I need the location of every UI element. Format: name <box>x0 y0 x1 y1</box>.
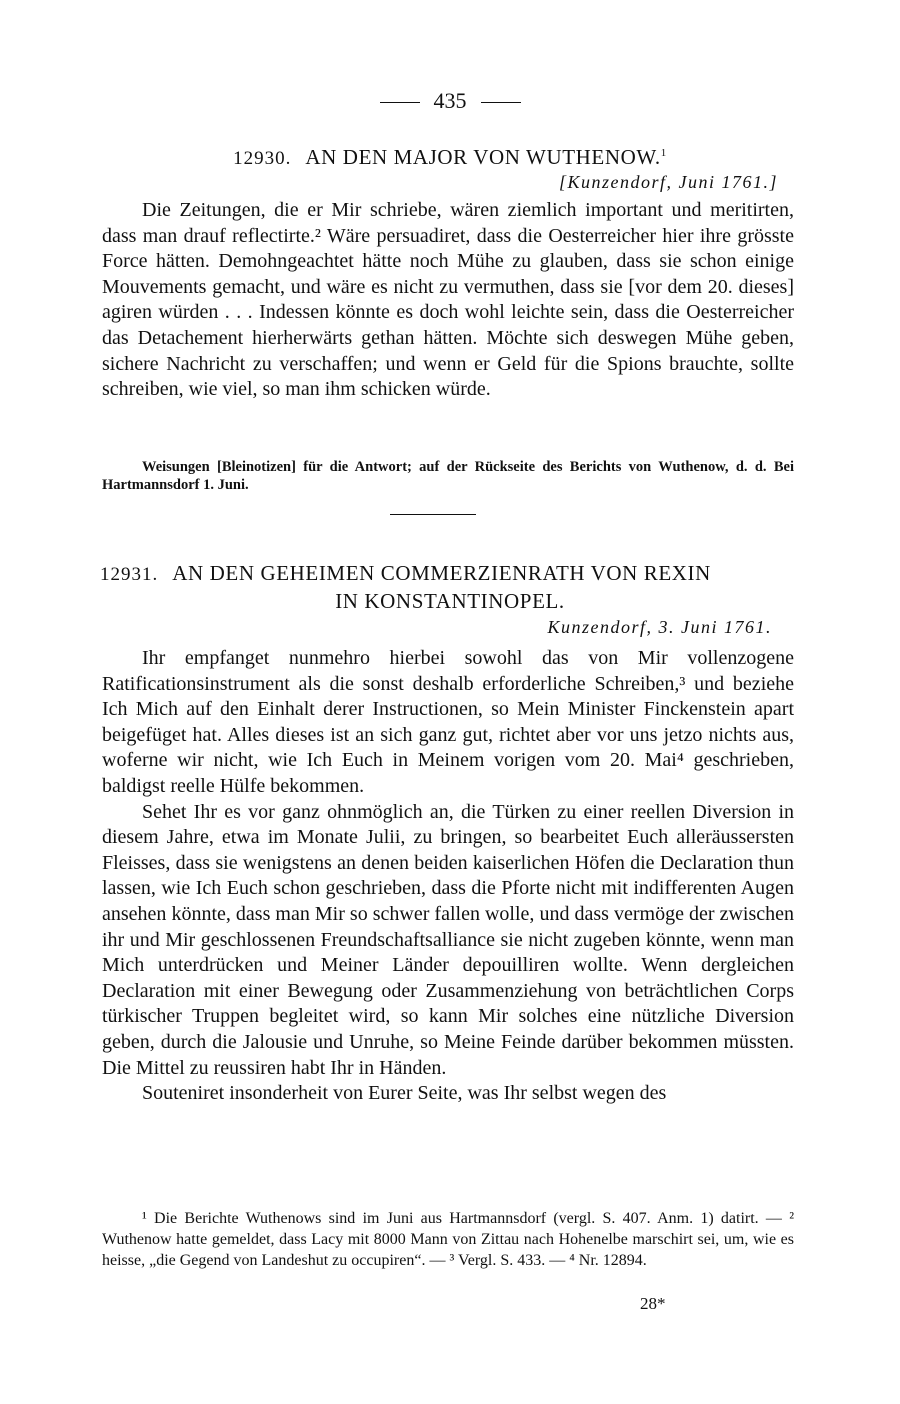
letter-2-paragraph-3: Souteniret insonderheit von Eurer Seite, was Ihr selbst wegen des <box>142 1082 667 1105</box>
letter-1-paragraph: Die Zeitungen, die er Mir schriebe, wären ziemlich important und meritirten, dass man drauf reflectirte.² Wäre persuadiret, dass die Oesterreicher hier ihre grösste Force hätten. Demohngeachtet hätte noch Mühe zu glauben, dass sie schon einige Mouvements gemacht, und wäre es nicht zu vermuthen, dass sie [vor dem 20. dieses] agiren würden . . . Indessen könnte es doch wohl leichte sein, dass die Oesterreicher das Detachement hierherwärts gethan hätten. Möchte sich deswegen Mühe geben, sichere Nachricht zu verschaffen; und wenn er Geld für die Spions brauchte, sollte schreiben, wie viel, so man ihm schicken würde. <box>102 199 794 401</box>
footnotes <box>102 1208 794 1271</box>
letter-1-number: 12930. <box>233 148 292 169</box>
letter-1-note <box>102 458 794 494</box>
letter-2-title-line2: IN KONSTANTINOPEL. <box>335 589 565 613</box>
letter-1-body <box>102 198 794 403</box>
page-number-line <box>0 88 900 114</box>
letter-2-number: 12931. <box>100 564 159 585</box>
letter-1-title-footnote: 1 <box>660 147 667 159</box>
letter-2-paragraph-1: Ihr empfanget nunmehro hierbei sowohl das von Mir vollenzogene Ratificationsinstrument als die sonst deshalb erforderliche Schreiben,³ und beziehe Ich Mich auf den Einhalt derer Instructionen, so Mein Minister Finckenstein apart beigefüget hat. Alles dieses ist an sich ganz gut, richtet aber vor uns jetzo nichts aus, woferne wir nicht, wie Ich Euch in Meinem vorigen vom 20. Mai⁴ geschrieben, baldigst reelle Hülfe bekommen. <box>102 647 794 797</box>
page-number-dash-left <box>380 102 420 103</box>
letter-1-heading <box>100 140 800 172</box>
letter-1-note-text: Weisungen [Bleinotizen] für die Antwort; auf der Rückseite des Berichts von Wuthenow, d. d. Bei Hartmannsdorf 1. Juni. <box>102 459 794 493</box>
signature-mark: 28* <box>640 1294 666 1313</box>
section-divider <box>390 514 476 515</box>
page-number-dash-right <box>481 102 521 103</box>
letter-2-paragraph-2: Sehet Ihr es vor ganz ohnmöglich an, die Türken zu einer reellen Diversion in diesem Jahre, etwa im Monate Julii, zu bringen, so bearbeitet Euch alleräussersten Fleisses, dass sie wenigstens an denen beiden kaiserlichen Höfen die Declaration thun lassen, wie Ich Euch schon geschrieben, dass die Pforte nicht mit indifferenten Augen ansehen könnte, dass man Mir so schwer fallen wolle, und dass vermöge der zwischen ihr und Mir geschlossenen Freundschaftsalliance sie nicht zugeben könnte, wenn man Mich unterdrücken und Meiner Länder depouilliren wollte. Wenn dergleichen Declaration mit einer Bewegung oder Zusammenziehung von beträchtlichen Corps türkischer Truppen begleitet wird, so kann Mir solches eine nützliche Diversion geben, durch die Jalousie und Unruhe, so Meine Feinde darüber bekommen müssten. Die Mittel zu reussiren habt Ihr in Händen. <box>102 800 794 1079</box>
letter-2-heading <box>100 560 800 615</box>
letter-2-body <box>102 646 794 1107</box>
letter-2-dateline: Kunzendorf, 3. Juni 1761. <box>547 617 772 637</box>
letter-1-dateline: [Kunzendorf, Juni 1761.] <box>558 172 778 192</box>
letter-2-title-line1: AN DEN GEHEIMEN COMMERZIENRATH VON REXIN <box>172 561 711 585</box>
footnotes-text: ¹ Die Berichte Wuthenows sind im Juni aus Hartmannsdorf (vergl. S. 407. Anm. 1) datirt. — ² Wuthenow hatte gemeldet, dass Lacy mit 8000 Mann von Zittau nach Hohenelbe marschirt sei, um, wie es heisse, „die Gegend von Landeshut zu occupiren“. — ³ Vergl. S. 433. — ⁴ Nr. 12894. <box>102 1210 794 1269</box>
letter-1-title: AN DEN MAJOR VON WUTHENOW. <box>305 145 661 169</box>
page-number: 435 <box>433 88 467 113</box>
